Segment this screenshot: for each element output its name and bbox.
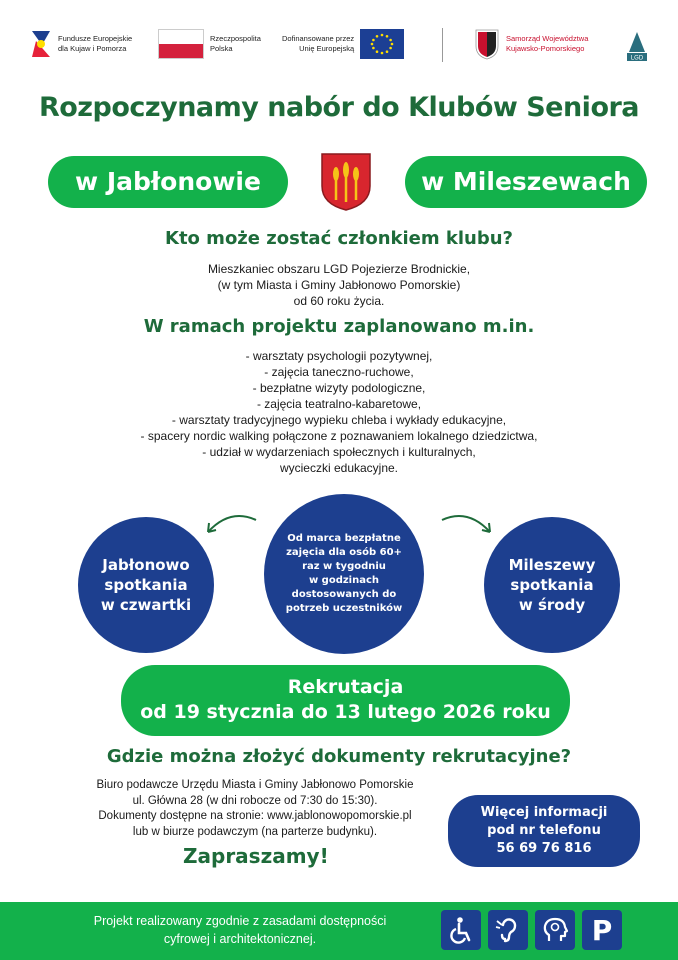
where-line: ul. Główna 28 (w dni robocze od 7:30 do 15:30). — [132, 794, 378, 807]
fe-logo-text: Fundusze Europejskie dla Kujaw i Pomorza — [58, 34, 133, 53]
parking-icon: P — [582, 910, 622, 950]
circle-line: w czwartki — [100, 596, 192, 614]
rzeczpospolita-logo — [158, 24, 261, 64]
left-arrow-icon — [200, 510, 260, 538]
fundusze-europejskie-logo — [30, 24, 132, 64]
svg-text:LGD: LGD — [630, 55, 644, 62]
plan-item: - warsztaty psychologii pozytywnej, — [245, 349, 433, 363]
plan-item: - zajęcia taneczno-ruchowe, — [264, 365, 414, 379]
circle-classes-info — [264, 494, 424, 654]
circle-line: Mileszewy — [508, 556, 596, 574]
right-arrow-icon — [438, 510, 498, 538]
location-pill-jablonowo: w Jabłonowie — [48, 156, 288, 208]
footer — [0, 902, 678, 960]
plan-item: - warsztaty tradycyjnego wypieku chleba i wykłady edukacyjne, — [171, 413, 507, 427]
where-line: lub w biurze podawczym (na parterze budynku). — [132, 825, 378, 838]
circle-line: Jabłonowo — [102, 556, 190, 574]
location-pill-mileszewy: w Mileszewach — [405, 156, 647, 208]
circle-line: spotkania — [104, 576, 188, 594]
plan-item: - bezpłatne wizyty podologiczne, — [252, 381, 426, 395]
contact-info-box — [448, 795, 640, 867]
plan-item: - spacery nordic walking połączone z poznawaniem lokalnego dziedzictwa, — [140, 429, 538, 443]
who-line: (w tym Miasta i Gminy Jabłonowo Pomorskie) — [217, 278, 461, 292]
phone-number[interactable]: 56 69 76 816 — [496, 841, 592, 856]
plan-list — [0, 348, 678, 476]
circle-line: raz w tygodniu — [302, 561, 386, 572]
who-heading: Kto może zostać członkiem klubu? — [165, 228, 513, 249]
eu-logo — [282, 24, 404, 64]
recruitment-title: Rekrutacja — [287, 676, 404, 698]
where-description — [40, 778, 470, 840]
page-title: Rozpoczynamy nabór do Klubów Seniora — [38, 92, 640, 123]
wheelchair-icon — [441, 910, 481, 950]
lgd-logo — [626, 24, 648, 62]
eu-logo-text: Dofinansowane przez Unię Europejską — [282, 34, 355, 53]
circle-line: w środy — [518, 596, 586, 614]
fe-star-icon — [30, 27, 52, 61]
footer-line: Projekt realizowany zgodnie z zasadami dostępności — [93, 914, 387, 928]
eu-flag-icon — [360, 29, 404, 59]
circle-mileszewy — [484, 517, 620, 653]
plan-item: - zajęcia teatralno-kabaretowe, — [256, 397, 422, 411]
where-line[interactable]: Dokumenty dostępne na stronie: www.jablonowopomorskie.pl — [98, 810, 412, 822]
circle-line: zajęcia dla osób 60+ — [286, 547, 402, 558]
info-line: Więcej informacji — [480, 805, 608, 820]
accessibility-note — [44, 912, 436, 948]
where-heading: Gdzie można złożyć dokumenty rekrutacyjne? — [106, 746, 572, 767]
logo-separator — [442, 28, 443, 62]
circle-line: w godzinach — [308, 575, 380, 586]
circle-line: potrzeb uczestników — [285, 603, 403, 614]
cognitive-accessibility-icon — [535, 910, 575, 950]
recruitment-dates: od 19 stycznia do 13 lutego 2026 roku — [140, 701, 551, 723]
kp-logo-text: Samorząd Województwa Kujawsko-Pomorskiego — [506, 34, 589, 53]
logo-bar — [30, 24, 650, 64]
who-line: od 60 roku życia. — [293, 294, 385, 308]
regional-crest-icon — [474, 28, 500, 60]
plan-item: - udział w wydarzeniach społecznych i kulturalnych, — [202, 445, 476, 459]
info-line: pod nr telefonu — [487, 823, 601, 838]
who-line: Mieszkaniec obszaru LGD Pojezierze Brodnickie, — [207, 262, 471, 276]
invitation-text: Zapraszamy! — [183, 844, 329, 868]
polish-flag-icon — [158, 29, 204, 59]
circle-jablonowo — [78, 517, 214, 653]
plan-heading: W ramach projektu zaplanowano m.in. — [143, 316, 535, 337]
hearing-loop-icon — [488, 910, 528, 950]
pl-logo-text: Rzeczpospolita Polska — [210, 34, 261, 53]
who-description — [0, 261, 678, 309]
footer-line: cyfrowej i architektonicznej. — [163, 932, 317, 946]
municipal-crest-icon — [320, 152, 372, 212]
where-line: Biuro podawcze Urzędu Miasta i Gminy Jabłonowo Pomorskie — [96, 779, 414, 791]
plan-item: wycieczki edukacyjne. — [279, 461, 399, 475]
circle-line: Od marca bezpłatne — [287, 533, 401, 544]
kujawsko-pomorskie-logo — [474, 24, 588, 64]
recruitment-banner — [121, 665, 570, 736]
circle-line: dostosowanych do — [291, 589, 397, 600]
circle-line: spotkania — [510, 576, 594, 594]
